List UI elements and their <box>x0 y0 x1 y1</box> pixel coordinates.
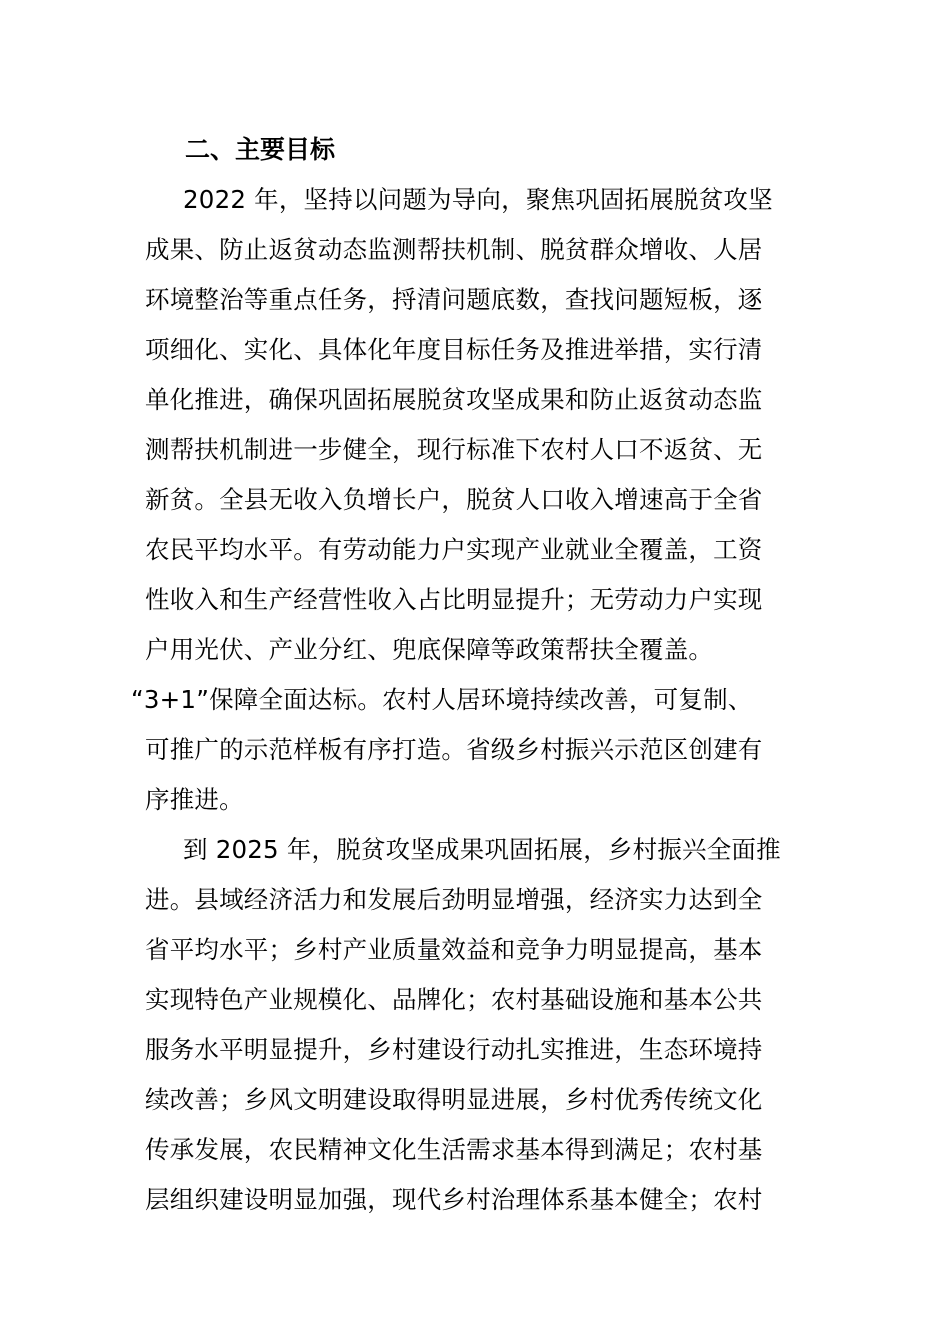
text-line: 可推广的示范样板有序打造。省级乡村振兴示范区创建有 <box>145 735 763 764</box>
paragraph-2022-goals <box>131 175 805 825</box>
text-line: 层组织建设明显加强，现代乡村治理体系基本健全；农村 <box>145 1185 763 1214</box>
text-line: 环境整治等重点任务，捋清问题底数，查找问题短板，逐 <box>145 285 763 314</box>
text-line: 2022 年，坚持以问题为导向，聚焦巩固拓展脱贫攻坚 <box>183 185 773 214</box>
section-heading: 二、主要目标 <box>185 135 336 164</box>
text-line: 服务水平明显提升，乡村建设行动扎实推进，生态环境持 <box>145 1035 763 1064</box>
text-line: 农民平均水平。有劳动能力户实现产业就业全覆盖，工资 <box>145 535 763 564</box>
text-line: 户用光伏、产业分红、兜底保障等政策帮扶全覆盖。 <box>145 635 714 664</box>
text-line: 续改善；乡风文明建设取得明显进展，乡村优秀传统文化 <box>145 1085 763 1114</box>
text-line: 性收入和生产经营性收入占比明显提升；无劳动力户实现 <box>145 585 763 614</box>
text-line: 单化推进，确保巩固拓展脱贫攻坚成果和防止返贫动态监 <box>145 385 763 414</box>
paragraph-2025-goals <box>145 825 805 1225</box>
text-line: 省平均水平；乡村产业质量效益和竞争力明显提高，基本 <box>145 935 763 964</box>
text-line: 到 2025 年，脱贫攻坚成果巩固拓展，乡村振兴全面推 <box>183 835 781 864</box>
text-line: 新贫。全县无收入负增长户，脱贫人口收入增速高于全省 <box>145 485 763 514</box>
text-line: 实现特色产业规模化、品牌化；农村基础设施和基本公共 <box>145 985 763 1014</box>
text-line: 序推进。 <box>145 785 244 814</box>
text-line: 成果、防止返贫动态监测帮扶机制、脱贫群众增收、人居 <box>145 235 763 264</box>
text-line: 项细化、实化、具体化年度目标任务及推进举措，实行清 <box>145 335 763 364</box>
text-line: 传承发展，农民精神文化生活需求基本得到满足；农村基 <box>145 1135 763 1164</box>
text-line: 测帮扶机制进一步健全，现行标准下农村人口不返贫、无 <box>145 435 763 464</box>
text-line: 进。县域经济活力和发展后劲明显增强，经济实力达到全 <box>145 885 763 914</box>
text-line: “3+1”保障全面达标。农村人居环境持续改善，可复制、 <box>131 685 753 714</box>
document-body <box>131 125 805 1225</box>
